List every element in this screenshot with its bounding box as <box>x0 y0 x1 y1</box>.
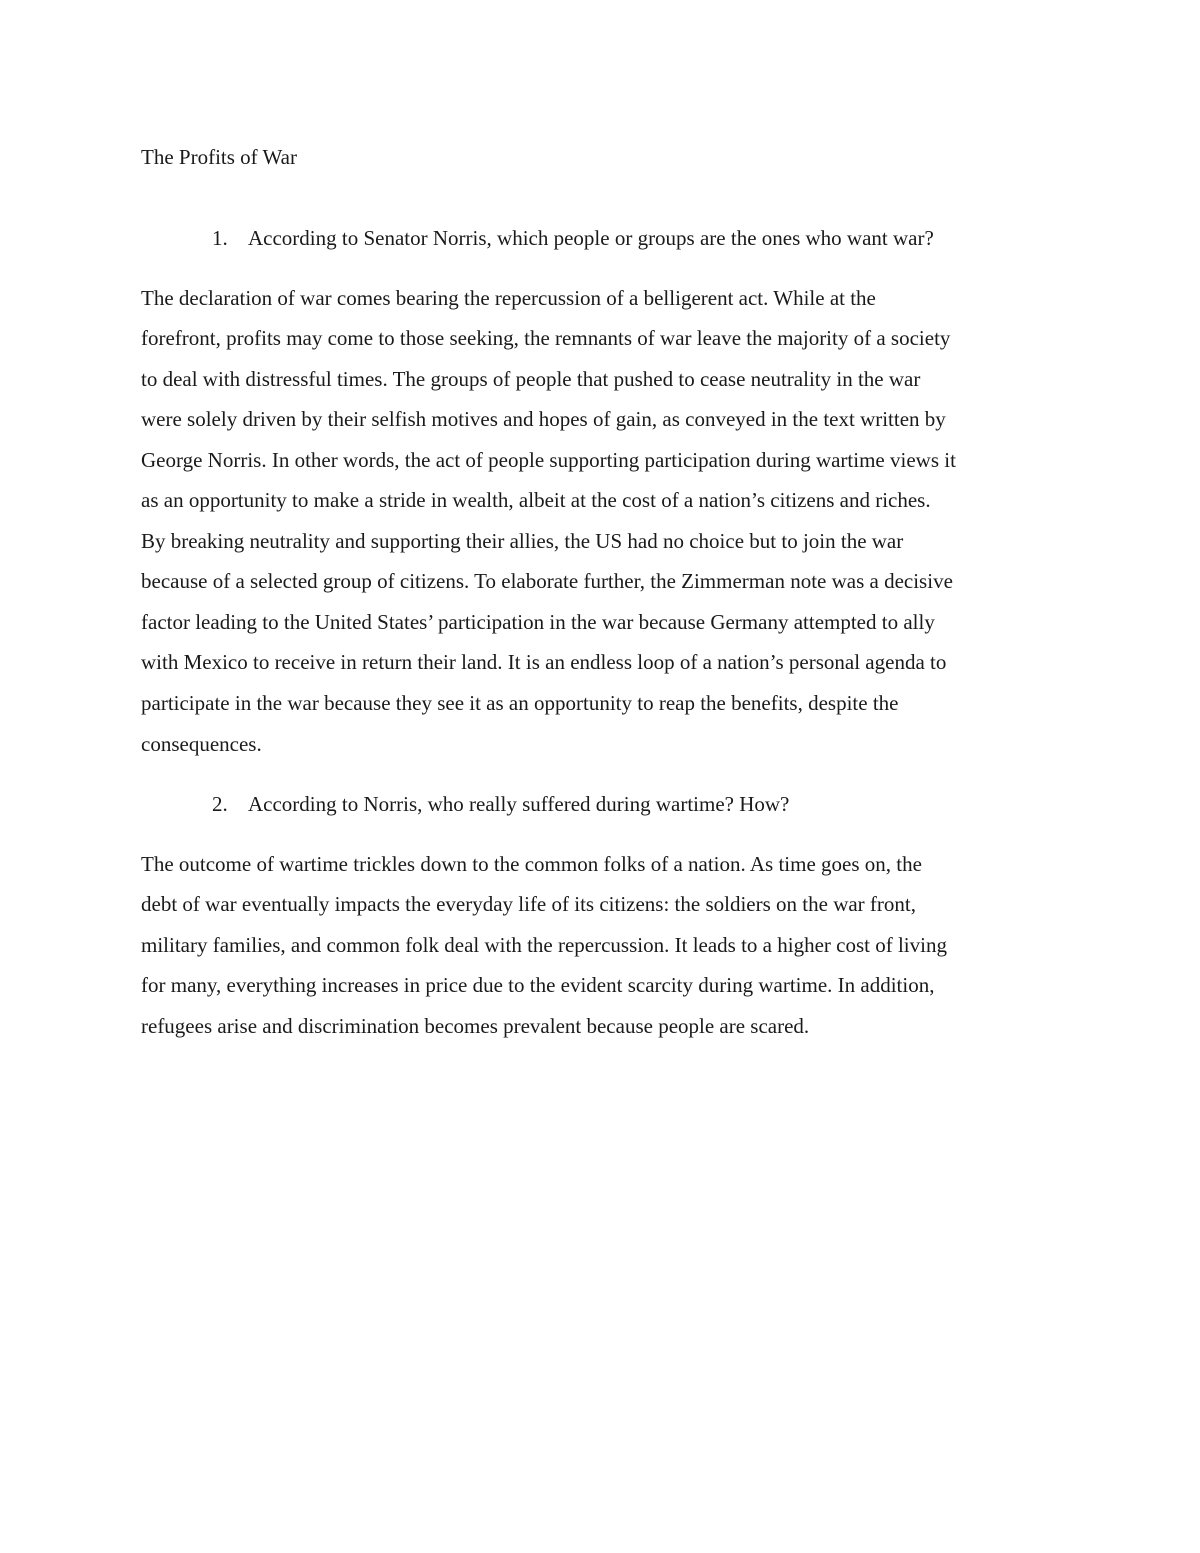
answer-1-line: factor leading to the United States’ participation in the war because Germany attempted to ally <box>141 610 935 634</box>
answer-1-line: because of a selected group of citizens. To elaborate further, the Zimmerman note was a decisive <box>141 569 953 593</box>
answer-1-line: The declaration of war comes bearing the repercussion of a belligerent act. While at the <box>141 286 876 310</box>
answer-1-line: were solely driven by their selfish motives and hopes of gain, as conveyed in the text written by <box>141 407 946 431</box>
answer-2-line: for many, everything increases in price due to the evident scarcity during wartime. In addition, <box>141 973 935 997</box>
answer-1-line: as an opportunity to make a stride in wealth, albeit at the cost of a nation’s citizens and riches. <box>141 488 931 512</box>
question-1-number: 1. <box>212 226 228 250</box>
answer-2-line: The outcome of wartime trickles down to the common folks of a nation. As time goes on, the <box>141 852 922 876</box>
answer-1-line: By breaking neutrality and supporting their allies, the US had no choice but to join the war <box>141 529 904 553</box>
answer-1-line: George Norris. In other words, the act of people supporting participation during wartime views it <box>141 448 956 472</box>
answer-1-line: with Mexico to receive in return their land. It is an endless loop of a nation’s personal agenda to <box>141 650 947 674</box>
answer-1-line: consequences. <box>141 732 262 756</box>
answer-2-line: military families, and common folk deal with the repercussion. It leads to a higher cost of living <box>141 933 947 957</box>
answer-1-line: participate in the war because they see it as an opportunity to reap the benefits, despite the <box>141 691 899 715</box>
question-2-text: According to Norris, who really suffered during wartime? How? <box>248 792 790 816</box>
answer-2-line: refugees arise and discrimination becomes prevalent because people are scared. <box>141 1014 810 1038</box>
question-2-number: 2. <box>212 792 228 816</box>
answer-1-line: forefront, profits may come to those seeking, the remnants of war leave the majority of a society <box>141 326 951 350</box>
answer-1-line: to deal with distressful times. The groups of people that pushed to cease neutrality in the war <box>141 367 921 391</box>
question-1-text: According to Senator Norris, which people or groups are the ones who want war? <box>248 226 934 250</box>
answer-2-line: debt of war eventually impacts the everyday life of its citizens: the soldiers on the war front, <box>141 892 917 916</box>
document-title: The Profits of War <box>141 145 297 169</box>
